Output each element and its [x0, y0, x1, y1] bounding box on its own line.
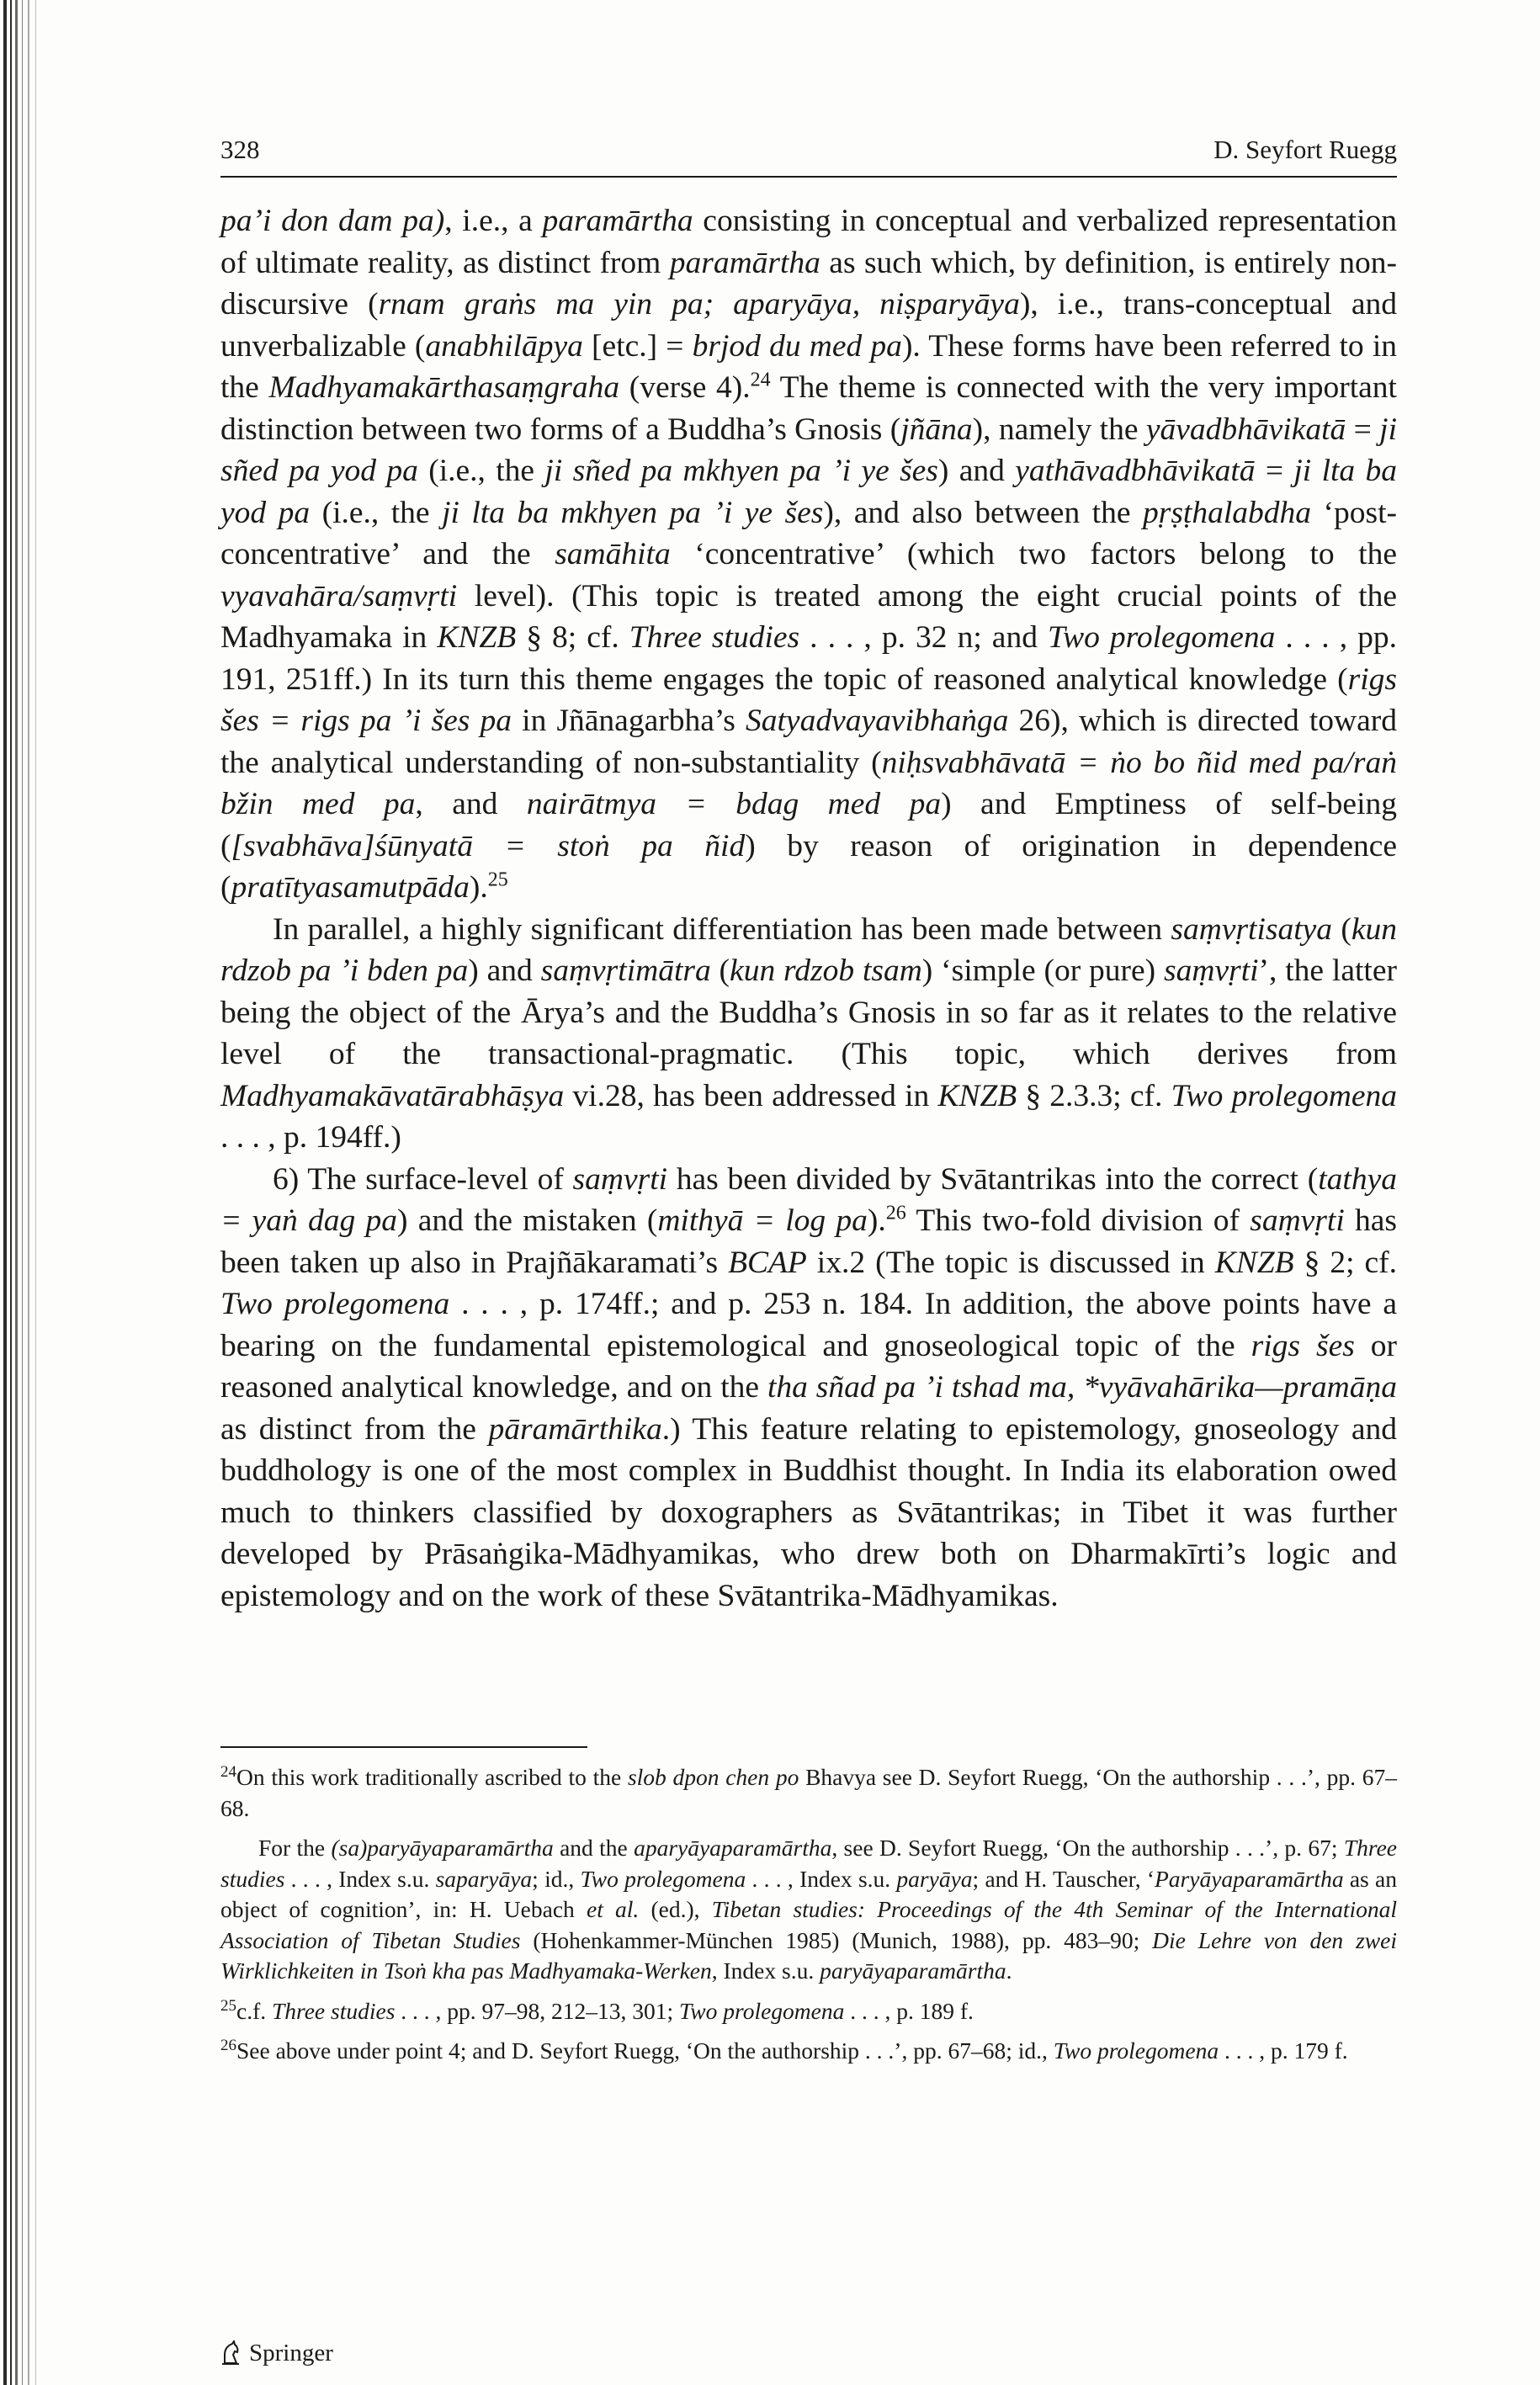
- text-run: , i.e., a: [444, 204, 543, 238]
- italic-term: Two prolegomena: [1048, 620, 1276, 655]
- footnote-number: 24: [220, 1762, 236, 1781]
- text-run: The theme is connected with the very important distinction between two forms of a Buddha’s Gnosis (: [220, 370, 1397, 447]
- text-run: in Jñānagarbha’s: [512, 704, 746, 738]
- italic-term: KNZB: [1214, 1245, 1294, 1280]
- italic-term: nairātmya = bdag med pa: [526, 787, 942, 821]
- text-run: ’, the latter being the object of the Ārya’s and the Buddha’s Gnosis in so far as it relates to the relative level of the transactional-pragmatic. (This topic, which derives from: [220, 953, 1397, 1071]
- text-run: . . . , pp. 191, 251ff.) In its turn this theme engages the topic of reasoned analytical knowledge (: [220, 620, 1397, 697]
- italic-term: Two prolegomena: [220, 1287, 450, 1321]
- italic-term: vyavahāra/saṃvṛti: [220, 578, 458, 614]
- footnotes: [220, 1762, 1397, 2076]
- footnote: [220, 2036, 1397, 2067]
- italic-term: samāhita: [555, 537, 671, 571]
- italic-term: yāvadbhāvikatā: [1145, 412, 1346, 447]
- text-run: ), and also between the: [823, 495, 1143, 530]
- text-run: . . . , Index s.u.: [746, 1865, 897, 1892]
- italic-term: jñāna: [900, 412, 973, 447]
- italic-term: saṃvṛti: [1250, 1203, 1345, 1238]
- italic-term: Tibetan studies: Proceedings of the 4th Seminar of the International Association of Tibetan Studies: [220, 1896, 1397, 1953]
- text-run: ).: [867, 1203, 886, 1238]
- text-run: . . . , p. 174ff.; and p. 253 n. 184. In addition, the above points have a bearing on the fundamental epistemological and gnoseological topic of the: [220, 1287, 1398, 1363]
- text-run: . . . , pp. 97–98, 212–13, 301;: [395, 1997, 680, 2024]
- text-run: =: [1255, 454, 1294, 488]
- italic-term: saṃvṛtisatya: [1171, 911, 1333, 947]
- footnote: [220, 1833, 1397, 1987]
- italic-term: paryāyaparamārtha: [820, 1957, 1006, 1984]
- italic-term: slob dpon chen po: [627, 1764, 799, 1790]
- publisher-mark: [220, 2336, 333, 2370]
- text-run: This two-fold division of: [905, 1203, 1251, 1238]
- text-run: (: [710, 953, 730, 988]
- italic-term: Die Lehre von den zwei Wirklichkeiten in Tsoṅ kha pas Madhyamaka-Werken: [220, 1926, 1397, 1984]
- text-run: 26), which is directed toward the analytical understanding of non-substantiality (: [220, 704, 1397, 780]
- text-run: § 2.3.3; cf.: [1017, 1078, 1171, 1113]
- italic-term: KNZB: [437, 620, 517, 655]
- italic-term: saṃvṛti: [572, 1161, 668, 1197]
- italic-term: Two prolegomena: [1171, 1078, 1397, 1113]
- binding-edge-shadow: [0, 0, 50, 2385]
- footnote-reference: 24: [750, 369, 771, 391]
- body-paragraph: [220, 909, 1397, 1159]
- italic-term: Two prolegomena: [580, 1865, 746, 1892]
- italic-term: BCAP: [728, 1245, 807, 1280]
- text-run: and the: [553, 1835, 635, 1861]
- italic-term: Madhyamakāvatārabhāṣya: [220, 1078, 565, 1113]
- text-run: , see D. Seyfort Ruegg, ‘On the authorship . . .’, p. 67;: [831, 1835, 1344, 1861]
- text-run: ) and: [468, 953, 541, 988]
- italic-term: rnam graṅs ma yin pa; aparyāya, niṣparyāya: [378, 287, 1020, 321]
- italic-term: tha sñad pa ’i tshad ma, *vyāvahārika—pramāṇa: [767, 1370, 1398, 1405]
- body-paragraph: [220, 1159, 1397, 1617]
- text-run: or reasoned analytical knowledge, and on the: [220, 1328, 1398, 1405]
- text-run: ; and H. Tauscher, ‘: [972, 1865, 1155, 1892]
- footnote-reference: 26: [885, 1202, 906, 1224]
- italic-term: saṃvṛtimātra: [540, 953, 711, 988]
- italic-term: KNZB: [937, 1078, 1017, 1113]
- italic-term: pratītyasamutpāda: [231, 870, 470, 905]
- text-run: (i.e., the: [310, 495, 443, 530]
- italic-term: tathya = yaṅ dag pa: [220, 1161, 1397, 1238]
- text-run: level). (This topic is treated among the eight crucial points of the Madhyamaka in: [220, 578, 1397, 655]
- text-run: ‘post-concentrative’ and the: [220, 495, 1397, 571]
- text-run: ), i.e., trans-conceptual and unverbalizable (: [220, 287, 1397, 364]
- italic-term: ji lta ba mkhyen pa ’i ye šes: [442, 495, 824, 530]
- italic-term: saṃvṛti: [1164, 953, 1259, 988]
- footnote-rule: [220, 1746, 587, 1748]
- text-run: .) This feature relating to epistemology, gnoseology and buddhology is one of the most complex in Buddhist thought. In India its elaboration owed much to thinkers classified by doxographers as Svātantrikas; in Tibet it was further developed by Prāsaṅgika-Mādhyamikas, who drew both on Dharmakīrti’s logic and epistemology and on the work of these Svātantrika-Mādhyamikas.: [220, 1411, 1397, 1613]
- footnote: [220, 1996, 1397, 2027]
- italic-term: ji lta ba yod pa: [220, 454, 1397, 530]
- footnote-number: 25: [220, 1996, 236, 2015]
- italic-term: et al.: [586, 1896, 640, 1922]
- text-run: (verse 4).: [619, 370, 751, 405]
- running-head-author: D. Seyfort Ruegg: [1213, 135, 1397, 164]
- italic-term: mithyā = log pa: [657, 1203, 868, 1238]
- text-run: ) by reason of origination in dependence (: [220, 828, 1398, 905]
- text-run: ‘concentrative’ (which two factors belong to the: [670, 537, 1397, 571]
- text-run: , and: [415, 787, 527, 821]
- text-run: . . . , p. 179 f.: [1219, 2037, 1348, 2064]
- text-run: § 8; cf.: [516, 620, 629, 655]
- text-run: ) ‘simple (or pure): [921, 953, 1165, 988]
- text-run: . . . , p. 189 f.: [844, 1997, 974, 2024]
- italic-term: rigs šes: [1251, 1328, 1355, 1363]
- italic-term: paryāya: [896, 1865, 973, 1892]
- footnote: [220, 1762, 1397, 1824]
- text-run: Bhavya see D. Seyfort Ruegg, ‘On the authorship . . .’, pp. 67–68.: [220, 1764, 1397, 1821]
- italic-term: pāramārthika: [488, 1411, 662, 1447]
- text-run: has been divided by Svātantrikas into the correct (: [667, 1161, 1319, 1197]
- italic-term: Three studies: [629, 620, 800, 655]
- text-run: .: [1006, 1957, 1012, 1984]
- body-paragraph: [220, 200, 1397, 909]
- text-run: ; id.,: [532, 1865, 581, 1892]
- text-run: ) and: [937, 454, 1016, 488]
- italic-term: kun rdzob pa ’i bden pa: [220, 911, 1397, 988]
- footnote-number: 26: [220, 2036, 236, 2054]
- italic-term: yathāvadbhāvikatā: [1015, 454, 1256, 488]
- italic-term: saparyāya: [435, 1865, 533, 1892]
- text-run: (Hohenkammer-München 1985) (Munich, 1988), pp. 483–90;: [520, 1926, 1153, 1953]
- text-run: consisting in conceptual and verbalized representation of ultimate reality, as distinct from: [220, 204, 1398, 280]
- italic-term: ji sñed pa mkhyen pa ’i ye šes: [544, 454, 938, 488]
- footnote-reference: 25: [487, 868, 508, 891]
- italic-term: Three studies: [220, 1835, 1397, 1892]
- text-run: (: [1332, 911, 1351, 947]
- text-run: . . . , Index s.u.: [284, 1865, 436, 1892]
- text-run: (i.e., the: [417, 454, 545, 488]
- text-run: c.f.: [236, 1997, 272, 2024]
- text-run: 6) The surface-level of: [273, 1161, 573, 1197]
- publisher-name: Springer: [249, 2339, 333, 2366]
- text-run: § 2; cf.: [1293, 1245, 1398, 1280]
- text-run: ), namely the: [972, 412, 1146, 447]
- italic-term: kun rdzob tsam: [730, 953, 922, 988]
- italic-term: brjod du med pa: [692, 328, 902, 364]
- italic-term: Three studies: [272, 1997, 396, 2024]
- header-rule: [220, 176, 1397, 178]
- italic-term: paramārtha: [542, 204, 693, 238]
- text-run: ).: [469, 870, 488, 905]
- page-number: 328: [220, 135, 260, 164]
- italic-term: pṛṣṭhalabdha: [1142, 495, 1312, 530]
- text-run: has been taken up also in Prajñākaramati’s: [220, 1203, 1397, 1280]
- text-run: See above under point 4; and D. Seyfort Ruegg, ‘On the authorship . . .’, pp. 67–68; id.,: [236, 2037, 1054, 2064]
- text-run: ix.2 (The topic is discussed in: [806, 1245, 1215, 1280]
- text-run: vi.28, has been addressed in: [564, 1078, 938, 1113]
- text-run: ) and Emptiness of self-being (: [220, 787, 1397, 863]
- text-run: ). These forms have been referred to in the: [220, 328, 1397, 405]
- text-run: as such which, by definition, is entirely non-discursive (: [220, 245, 1397, 321]
- text-run: . . . , p. 32 n; and: [799, 620, 1048, 655]
- italic-term: ji sñed pa yod pa: [220, 412, 1398, 488]
- text-run: . . . , p. 194ff.): [220, 1120, 401, 1155]
- italic-term: anabhilāpya: [425, 328, 583, 364]
- italic-term: pa’i don dam pa): [220, 204, 445, 238]
- text-run: On this work traditionally ascribed to the: [236, 1764, 628, 1790]
- text-run: as distinct from the: [220, 1411, 489, 1447]
- italic-term: niḥsvabhāvatā = ṅo bo ñid med pa/raṅ bžin med pa: [220, 745, 1397, 821]
- page-header: [220, 135, 1397, 185]
- italic-term: Paryāyaparamārtha: [1155, 1865, 1344, 1892]
- italic-term: Satyadvayavibhaṅga: [746, 704, 1009, 738]
- text-run: (ed.),: [639, 1896, 712, 1922]
- italic-term: Madhyamakārthasaṃgraha: [268, 370, 620, 405]
- italic-term: aparyāyaparamārtha: [634, 1835, 832, 1861]
- italic-term: Two prolegomena: [679, 1997, 845, 2024]
- text-run: In parallel, a highly significant differentiation has been made between: [273, 911, 1171, 947]
- text-run: For the: [258, 1835, 332, 1861]
- italic-term: (sa)paryāyaparamārtha: [331, 1835, 554, 1861]
- italic-term: [svabhāva]śūnyatā = stoṅ pa ñid: [231, 828, 746, 863]
- text-run: =: [1346, 412, 1380, 447]
- text-run: ) and the mistaken (: [396, 1203, 658, 1238]
- italic-term: Two prolegomena: [1053, 2037, 1219, 2064]
- body-text: [220, 200, 1397, 1617]
- text-run: [etc.] =: [582, 328, 693, 364]
- italic-term: paramārtha: [669, 245, 820, 280]
- springer-horse-icon: [220, 2340, 241, 2366]
- text-run: , Index s.u.: [711, 1957, 820, 1984]
- italic-term: rigs šes = rigs pa ’i šes pa: [220, 661, 1397, 738]
- text-run: as an object of cognition’, in: H. Uebach: [220, 1865, 1397, 1922]
